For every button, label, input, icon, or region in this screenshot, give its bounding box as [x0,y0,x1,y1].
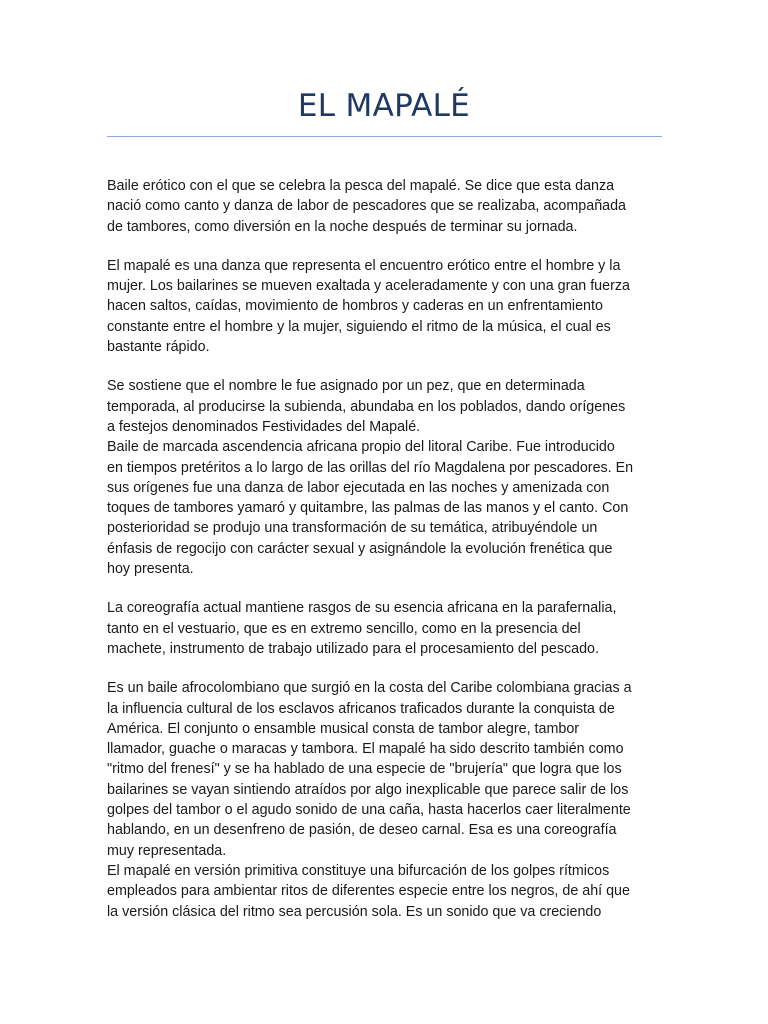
paragraph-5: La coreografía actual mantiene rasgos de su esencia africana en la parafernalia, tanto en el vestuario, que es en extremo sencillo, como en la presencia del machete, instrumento de trabajo utilizado para el procesamiento del pescado. [107,600,617,657]
paragraph-7: El mapalé en versión primitiva constituye una bifurcación de los golpes rítmicos empleados para ambientar ritos de diferentes especie entre los negros, de ahí que la versión clásica del ritmo sea percusión sola. Es un sonido que va creciendo [107,862,630,920]
document-body [107,176,667,922]
paragraph-4: Baile de marcada ascendencia africana propio del litoral Caribe. Fue introducido en tiempos pretéritos a lo largo de las orillas del río Magdalena por pescadores. En sus orígenes fue una danza de labor ejecutada en las noches y amenizada con toques de tambores yamaró y quitambre, las palmas de las manos y el canto. Con posterioridad se produjo una transformación de su temática, atribuyéndole un énfasis de regocijo con carácter sexual y asignándole la evolución frenética que hoy presenta. [107,439,634,578]
paragraph-3: Se sostiene que el nombre le fue asignado por un pez, que en determinada temporada, al producirse la subienda, abundaba en los poblados, dando orígenes a festejos denominados Festividades del Mapalé. [107,378,626,435]
document-title: EL MAPALÉ [297,88,471,124]
title-underline [107,136,662,137]
paragraph-2: El mapalé es una danza que representa el encuentro erótico entre el hombre y la mujer. Los bailarines se mueven exaltada y aceleradamente y con una gran fuerza hacen saltos, caídas, movimiento de hombros y caderas en un enfrentamiento constante entre el hombre y la mujer, siguiendo el ritmo de la música, el cual es bastante rápido. [107,257,630,356]
paragraph-6: Es un baile afrocolombiano que surgió en la costa del Caribe colombiana gracias a la influencia cultural de los esclavos africanos traficados durante la conquista de América. El conjunto o ensamble musical consta de tambor alegre, tambor llamador, guache o maracas y tambora. El mapalé ha sido descrito también como "ritmo del frenesí" y se ha hablado de una especie de "brujería" que logra que los bailarines se vayan sintiendo atraídos por algo inexplicable que parece salir de los golpes del tambor o el agudo sonido de una caña, hasta hacerlos caer literalmente hablando, en un desenfreno de pasión, de deseo carnal. Esa es una coreografía muy representada. [107,680,632,859]
paragraph-1: Baile erótico con el que se celebra la pesca del mapalé. Se dice que esta danza nació como canto y danza de labor de pescadores que se realizaba, acompañada de tambores, como diversión en la noche después de terminar su jornada. [107,178,627,235]
